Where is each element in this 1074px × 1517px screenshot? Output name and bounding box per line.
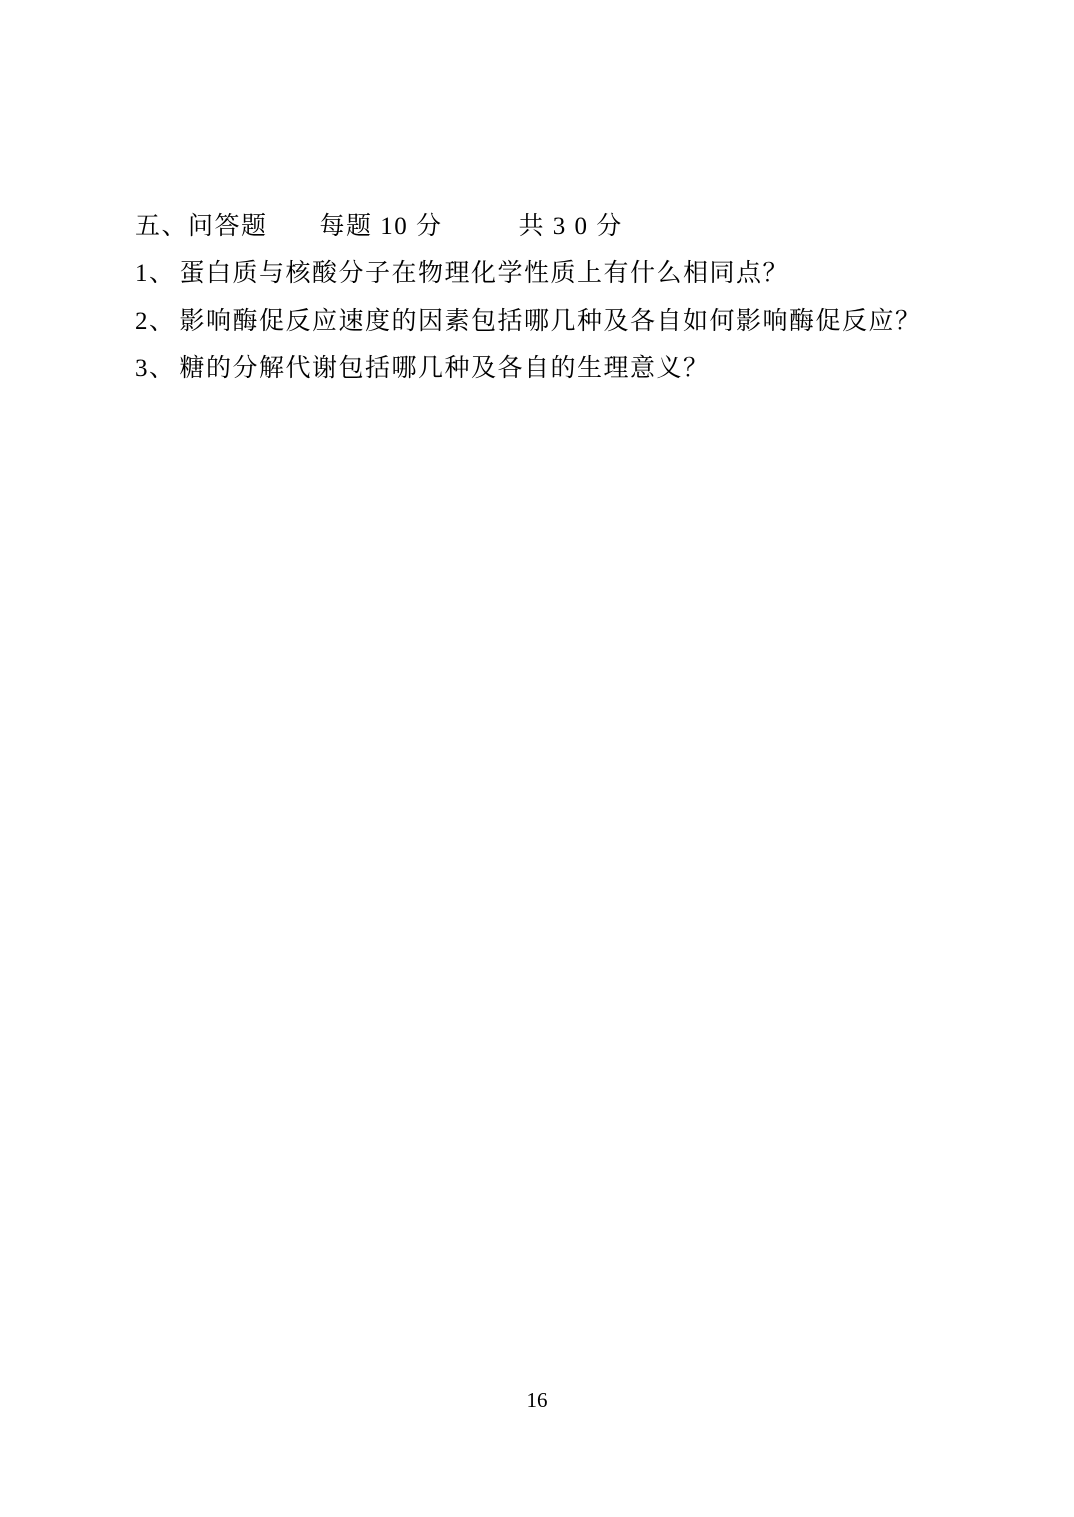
question-2: [135, 301, 922, 337]
question-number: 3、: [135, 355, 176, 382]
total-points: 共 3 0 分: [518, 213, 623, 240]
question-number: 1、: [135, 260, 176, 287]
section-title: 五、问答题: [135, 213, 268, 240]
section-heading: [135, 206, 623, 242]
page-number: 16: [526, 1388, 548, 1412]
per-question-points: 每题 10 分: [319, 213, 443, 240]
question-3: [135, 348, 710, 384]
question-number: 2、: [135, 308, 176, 335]
question-text: 糖的分解代谢包括哪几种及各自的生理意义？: [179, 355, 710, 382]
question-1: [135, 253, 789, 289]
question-text: 影响酶促反应速度的因素包括哪几种及各自如何影响酶促反应？: [179, 308, 922, 335]
question-text: 蛋白质与核酸分子在物理化学性质上有什么相同点？: [179, 260, 790, 287]
